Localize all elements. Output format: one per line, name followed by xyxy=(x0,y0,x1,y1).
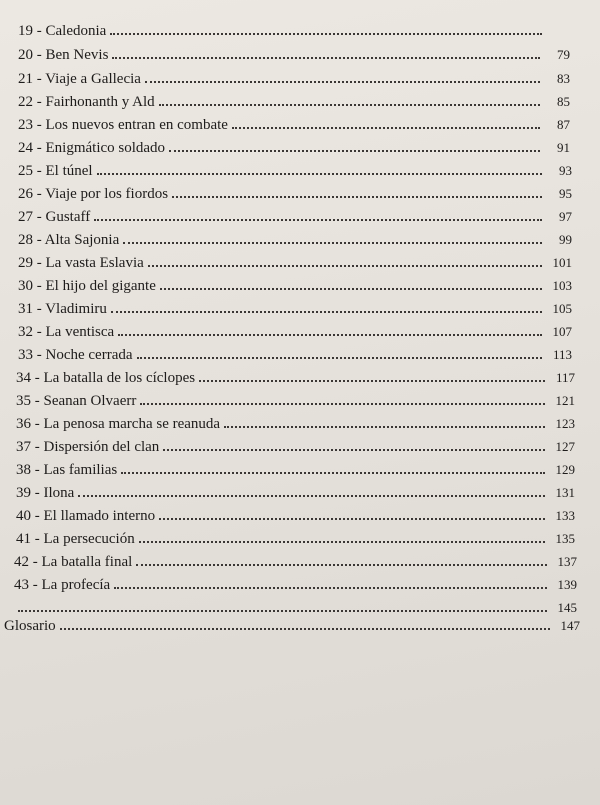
dot-leader xyxy=(110,33,542,35)
toc-entry-title: 36 - La penosa marcha se reanuda xyxy=(16,416,221,432)
dot-leader xyxy=(121,472,545,474)
toc-entry-page-number: 97 xyxy=(559,209,572,224)
dot-leader xyxy=(224,426,545,428)
dot-leader xyxy=(136,564,547,566)
toc-entry xyxy=(18,70,570,88)
dot-leader xyxy=(148,265,542,267)
toc-entry-page-number: 145 xyxy=(557,600,577,615)
toc-entry-title: Glosario xyxy=(4,618,56,634)
toc-entry-page-number: 91 xyxy=(557,140,570,155)
toc-entry xyxy=(16,415,575,433)
toc-entry-title: 41 - La persecución xyxy=(16,531,135,547)
toc-entry xyxy=(18,139,570,157)
toc-entry-page-number: 87 xyxy=(557,117,570,132)
toc-entry-page-number: 105 xyxy=(552,301,572,316)
toc-entry-page-number: 99 xyxy=(559,232,572,247)
toc-entry-page-number: 121 xyxy=(555,393,575,408)
toc-entry-title: 30 - El hijo del gigante xyxy=(18,278,156,294)
toc-entry-page-number: 85 xyxy=(557,94,570,109)
toc-entry-page-number: 139 xyxy=(557,577,577,592)
toc-entry-title: 33 - Noche cerrada xyxy=(18,347,133,363)
toc-entry xyxy=(16,461,575,479)
toc-entry xyxy=(16,530,575,548)
toc-entry xyxy=(16,369,575,387)
toc-entry-title: 19 - Caledonia xyxy=(18,23,107,39)
toc-entry xyxy=(18,300,572,318)
toc-entry-title: 32 - La ventisca xyxy=(18,324,115,340)
toc-entry-title: 28 - Alta Sajonia xyxy=(18,232,120,248)
toc-entry-title: 37 - Dispersión del clan xyxy=(16,439,160,455)
toc-entry xyxy=(18,254,572,272)
toc-entry xyxy=(4,617,580,635)
dot-leader xyxy=(145,81,540,83)
toc-entry xyxy=(18,46,570,64)
toc-entry-title: 31 - Vladimiru xyxy=(18,301,107,317)
toc-entry-page-number: 133 xyxy=(555,508,575,523)
toc-entry-title: 38 - Las familias xyxy=(16,462,118,478)
toc-entry-page-number: 103 xyxy=(552,278,572,293)
toc-entry xyxy=(14,576,577,594)
toc-entry-page-number: 129 xyxy=(555,462,575,477)
toc-entry-title: 21 - Viaje a Gallecia xyxy=(18,71,141,87)
toc-entry xyxy=(18,323,572,341)
toc-entry-title: 43 - La profecía xyxy=(14,577,111,593)
dot-leader xyxy=(114,587,547,589)
toc-entry-page-number: 147 xyxy=(560,618,580,633)
toc-entry-page-number: 83 xyxy=(557,71,570,86)
toc-entry xyxy=(18,346,572,364)
dot-leader xyxy=(140,403,545,405)
toc-entry-title: 42 - La batalla final xyxy=(14,554,133,570)
dot-leader xyxy=(97,173,542,175)
toc-entry-page-number: 95 xyxy=(559,186,572,201)
toc-entry xyxy=(16,507,575,525)
dot-leader xyxy=(111,311,542,313)
toc-entry-page-number: 101 xyxy=(552,255,572,270)
dot-leader xyxy=(169,150,540,152)
dot-leader xyxy=(118,334,542,336)
toc-entry-title: 26 - Viaje por los fiordos xyxy=(18,186,169,202)
dot-leader xyxy=(137,357,542,359)
toc-entry xyxy=(18,208,572,226)
toc-entry xyxy=(18,22,572,40)
toc-entry-title: 24 - Enigmático soldado xyxy=(18,140,166,156)
dot-leader xyxy=(112,57,540,59)
toc-entry-page-number: 137 xyxy=(557,554,577,569)
toc-entry-page-number: 107 xyxy=(552,324,572,339)
toc-entry xyxy=(18,185,572,203)
dot-leader xyxy=(160,288,542,290)
dot-leader xyxy=(172,196,542,198)
dot-leader xyxy=(199,380,545,382)
toc-entry-title: 35 - Seanan Olvaerr xyxy=(16,393,137,409)
toc-entry-title: 40 - El llamado interno xyxy=(16,508,156,524)
toc-entry-title: 39 - Ilona xyxy=(16,485,75,501)
toc-entry xyxy=(16,392,575,410)
dot-leader xyxy=(94,219,542,221)
toc-entry xyxy=(18,116,570,134)
toc-entry xyxy=(18,277,572,295)
toc-entry-title: 25 - El túnel xyxy=(18,163,93,179)
dot-leader xyxy=(78,495,545,497)
toc-entry-title: 20 - Ben Nevis xyxy=(18,47,109,63)
toc-entry xyxy=(18,162,572,180)
toc-entry-page-number: 113 xyxy=(552,347,572,362)
toc-entry xyxy=(14,553,577,571)
toc-entry-page-number: 127 xyxy=(555,439,575,454)
toc-entry-page-number: 131 xyxy=(555,485,575,500)
toc-entry xyxy=(18,93,570,111)
dot-leader xyxy=(159,104,540,106)
dot-leader xyxy=(163,449,545,451)
toc-entry-title: 29 - La vasta Eslavia xyxy=(18,255,144,271)
toc-entry-page-number: 117 xyxy=(555,370,575,385)
toc-entry xyxy=(16,438,575,456)
toc-entry-title: 34 - La batalla de los cíclopes xyxy=(16,370,196,386)
dot-leader xyxy=(232,127,540,129)
toc-entry-title: 23 - Los nuevos entran en combate xyxy=(18,117,228,133)
toc-entry xyxy=(14,599,577,617)
dot-leader xyxy=(139,541,545,543)
dot-leader xyxy=(18,610,547,612)
dot-leader xyxy=(159,518,545,520)
dot-leader xyxy=(123,242,542,244)
toc-entry-title: 22 - Fairhonanth y Ald xyxy=(18,94,155,110)
toc-entry-page-number: 93 xyxy=(559,163,572,178)
toc-entry-page-number: 123 xyxy=(555,416,575,431)
toc-entry xyxy=(16,484,575,502)
toc-entry xyxy=(18,231,572,249)
toc-entry-page-number: 79 xyxy=(557,47,570,62)
toc-entry-page-number: 135 xyxy=(555,531,575,546)
toc-entry-title: 27 - Gustaff xyxy=(18,209,91,225)
dot-leader xyxy=(60,628,550,630)
